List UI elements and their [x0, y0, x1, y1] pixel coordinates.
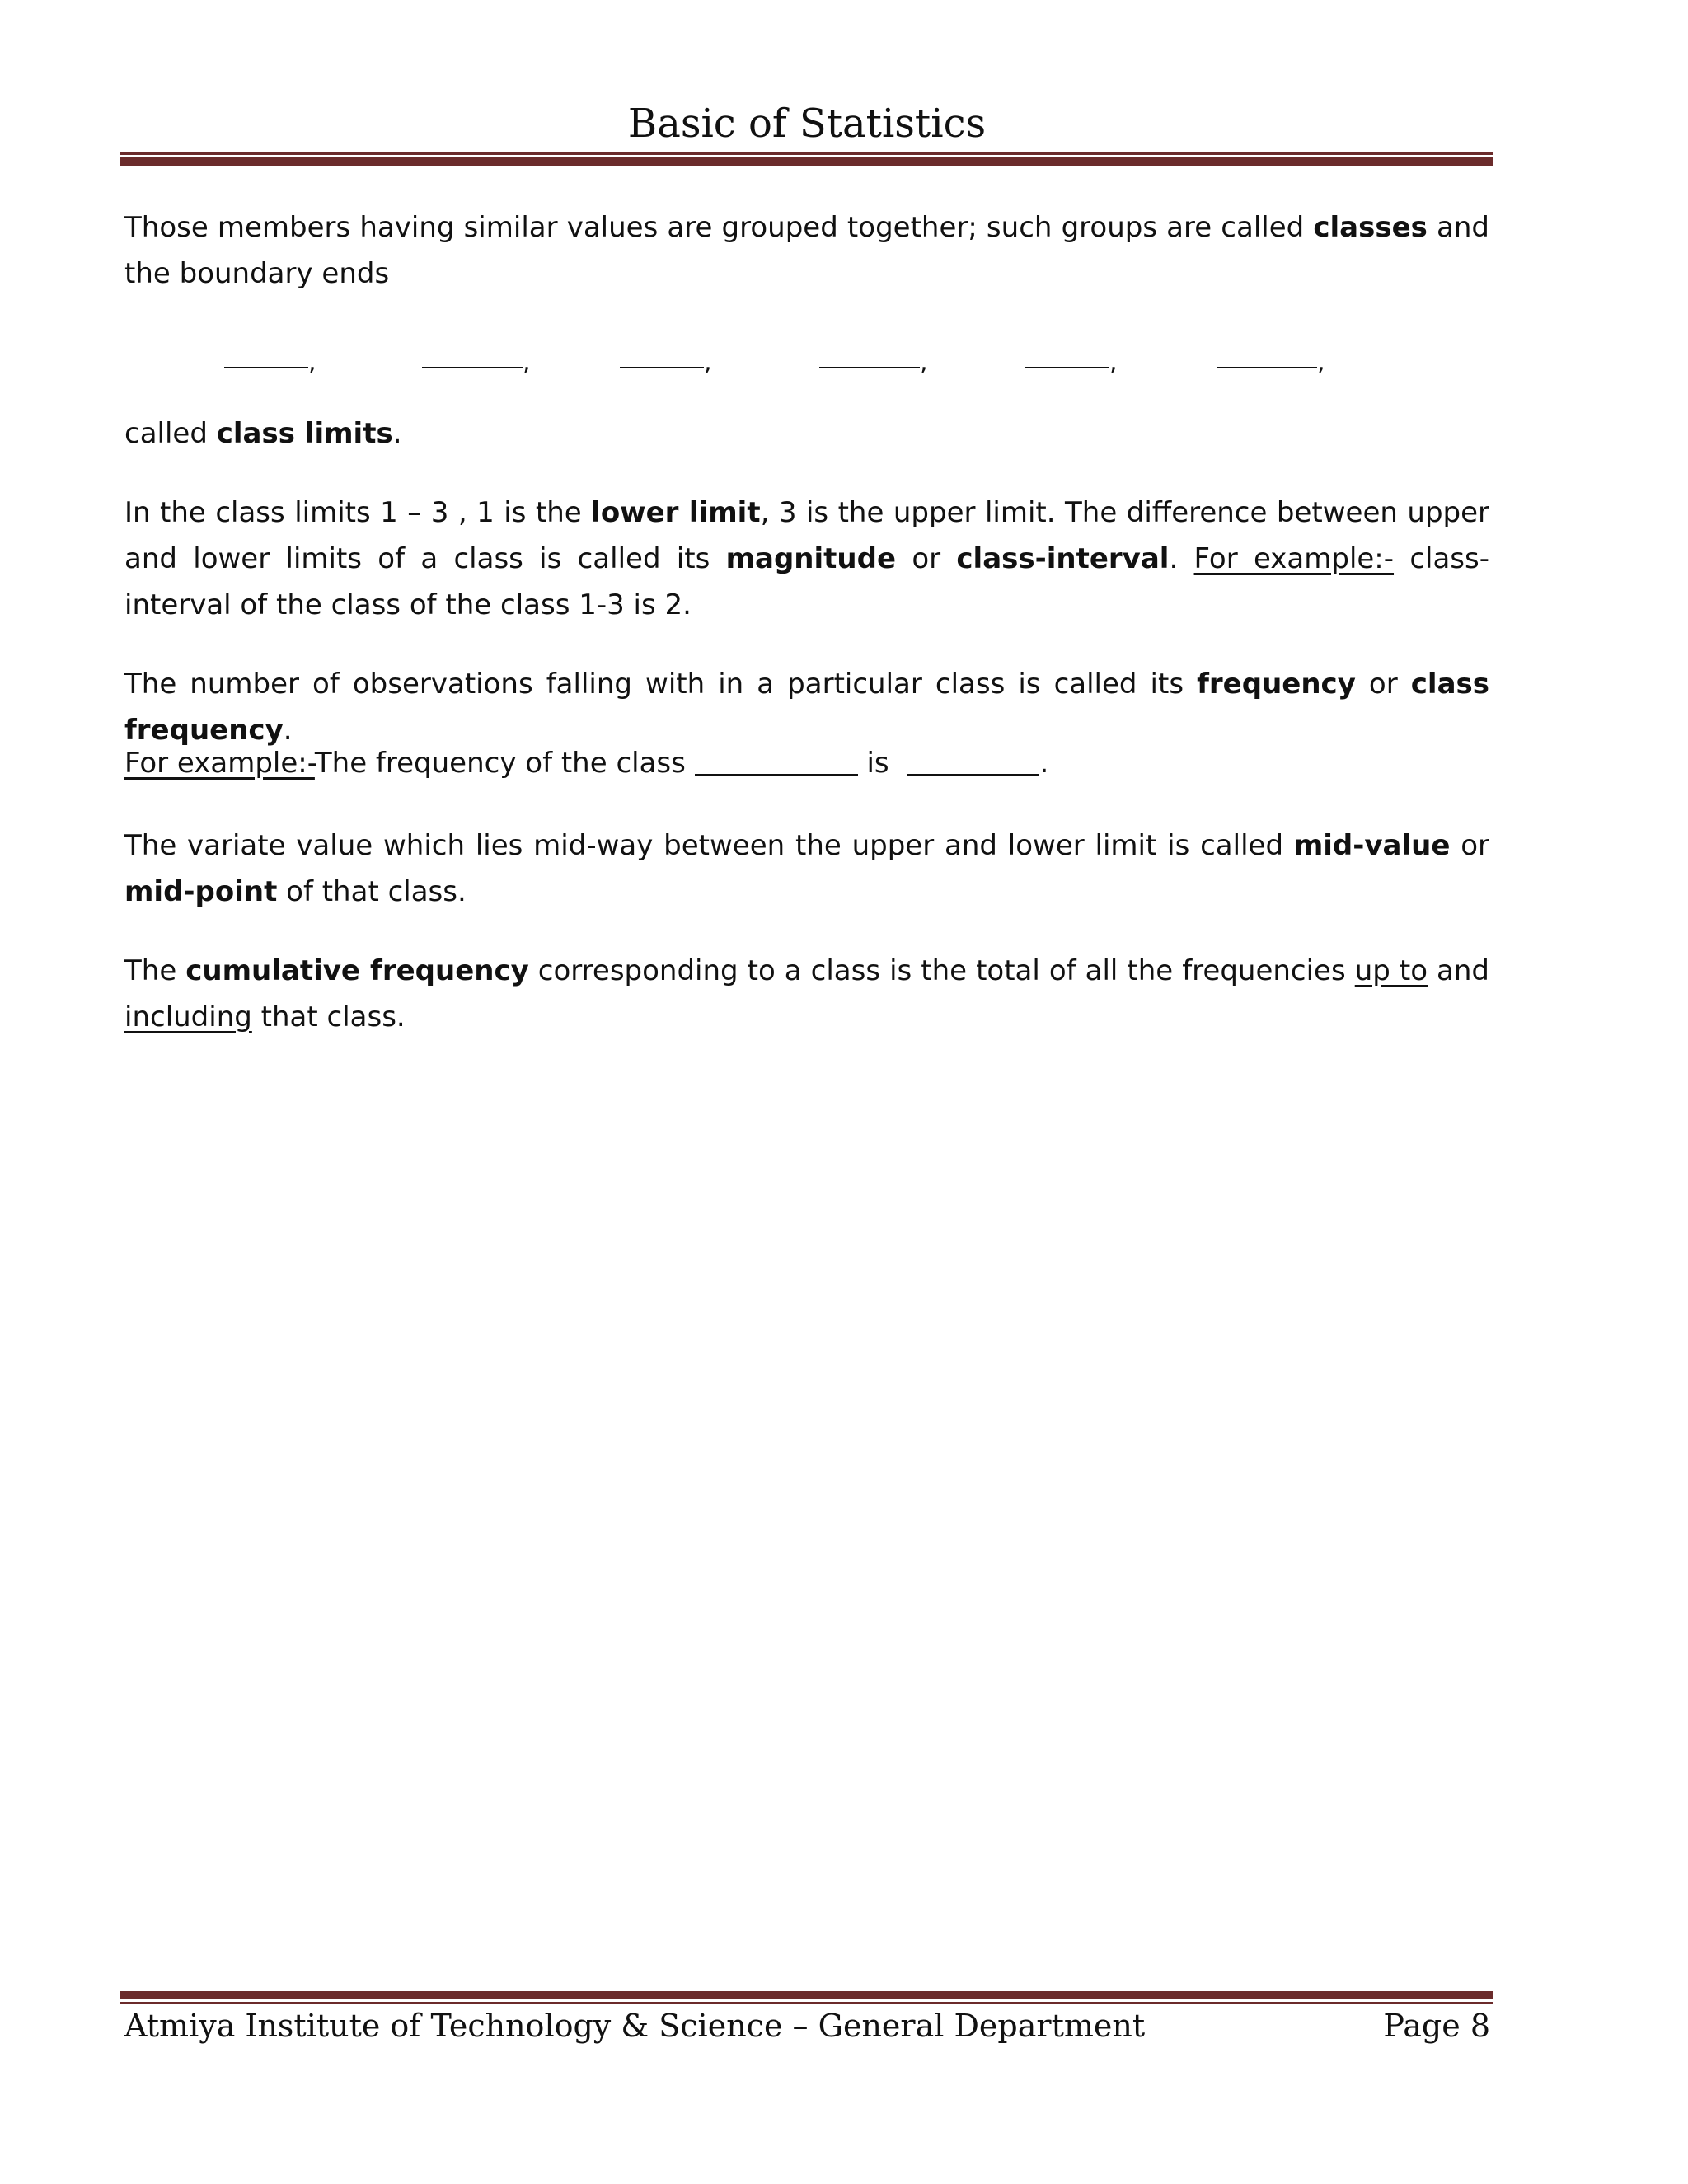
blank-line — [1217, 367, 1317, 368]
blank-line — [620, 367, 704, 368]
term-cumulative-frequency: cumulative frequency — [185, 954, 529, 987]
blank-comma: , — [920, 348, 928, 377]
term-lower-limit: lower limit — [591, 496, 761, 529]
text: or — [1450, 829, 1489, 862]
example-label: For example:- — [124, 747, 315, 780]
paragraph-class-limits — [124, 410, 1489, 457]
text: The frequency of the class — [314, 747, 695, 780]
term-class-limits: class limits — [216, 417, 393, 450]
text: . — [1039, 747, 1049, 780]
text: that class. — [251, 1001, 406, 1033]
blank-comma: , — [704, 348, 712, 377]
text: or — [896, 542, 957, 575]
class-blank — [695, 746, 858, 776]
text: or — [1355, 668, 1411, 701]
text: , 3 is the upper limit. The difference between upper and lower limits of a class is called its — [124, 496, 1490, 575]
text: . — [1169, 542, 1194, 575]
blank-comma: , — [1317, 348, 1325, 377]
text: corresponding to a class is the total of all the frequencies — [528, 954, 1355, 987]
text: The — [124, 954, 186, 987]
text: The number of observations falling with in a particular class is called its — [124, 668, 1198, 701]
term-classes: classes — [1313, 211, 1428, 244]
blank-comma: , — [308, 348, 316, 377]
blank-line — [819, 367, 920, 368]
term-magnitude: magnitude — [725, 542, 897, 575]
footer-page-number: Page 8 — [1383, 2008, 1490, 2044]
term-mid-point: mid-point — [124, 875, 278, 908]
text: In the class limits 1 – 3 , 1 is the — [124, 496, 592, 529]
paragraph-mid-value — [124, 823, 1489, 915]
blank-comma: , — [1109, 348, 1118, 377]
text: of that class. — [277, 875, 467, 908]
blank-line — [224, 367, 308, 368]
term-class-interval: class-interval — [956, 542, 1170, 575]
frequency-blank — [907, 746, 1039, 776]
text: The variate value which lies mid-way between the upper and lower limit is called — [124, 829, 1294, 862]
text: and the boundary ends — [124, 211, 1489, 290]
paragraph-cumulative-frequency — [124, 948, 1489, 1040]
underlined-including: including — [124, 1001, 252, 1033]
text: is — [857, 747, 898, 780]
paragraph-class-interval — [124, 490, 1489, 628]
example-label: For example:- — [1193, 542, 1395, 575]
paragraph-classes — [124, 204, 1489, 297]
text: . — [283, 714, 293, 747]
text: Those members having similar values are grouped together; such groups are called — [124, 211, 1314, 244]
term-mid-value: mid-value — [1293, 829, 1451, 862]
text: . — [392, 417, 402, 450]
footer-rule-thick — [120, 1991, 1493, 1999]
term-class-frequency: class frequency — [124, 668, 1489, 747]
blank-comma: , — [523, 348, 531, 377]
text: called — [124, 417, 217, 450]
header-rule-thin — [120, 152, 1493, 155]
underlined-up-to: up to — [1354, 954, 1428, 987]
paragraph-frequency-example — [124, 740, 1489, 786]
term-frequency: frequency — [1197, 668, 1356, 701]
blank-line — [1025, 367, 1109, 368]
text: and — [1428, 954, 1490, 987]
footer-institution: Atmiya Institute of Technology & Science – General Department — [124, 2008, 1146, 2044]
text: class-interval of the class of the class 1-3 is 2. — [124, 542, 1489, 621]
header-rule-thick — [120, 157, 1493, 166]
blank-line — [422, 367, 523, 368]
page-header-title: Basic of Statistics — [627, 101, 987, 147]
